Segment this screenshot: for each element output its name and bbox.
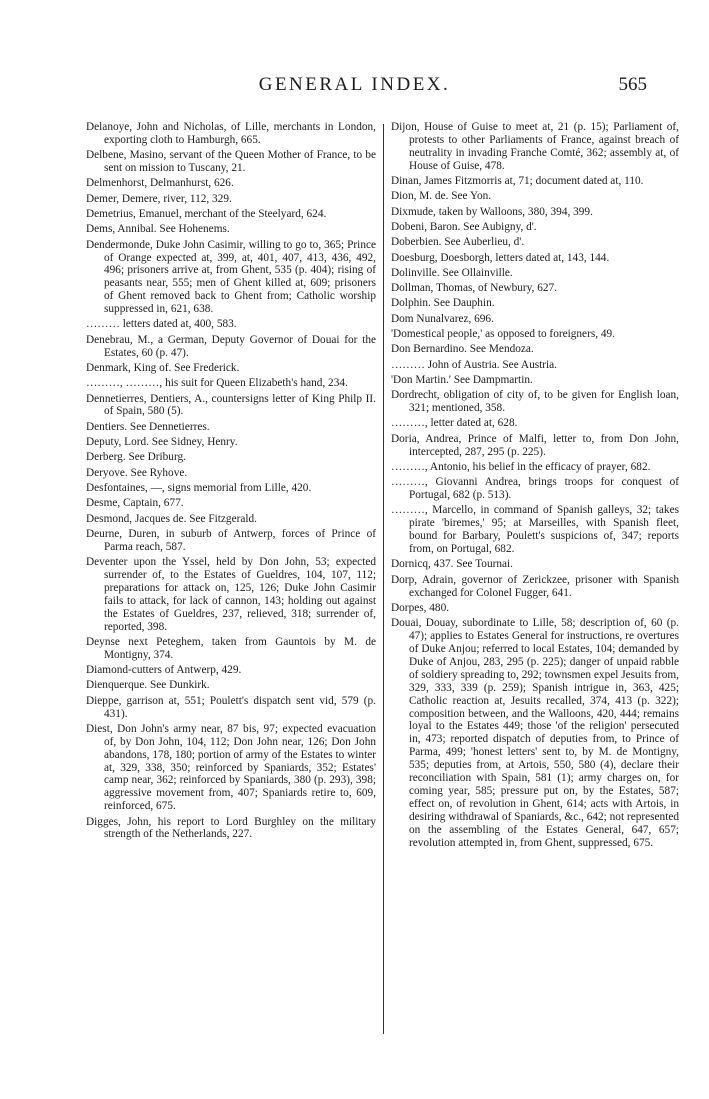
index-entry: Dordrecht, obligation of city of, to be given for English loan, 321; mentioned, 358. [391,389,679,415]
index-column-left [86,121,376,844]
index-entry: Diamond-cutters of Antwerp, 429. [86,664,242,677]
index-entry: Deputy, Lord. See Sidney, Henry. [86,436,238,449]
index-entry: Dieppe, garrison at, 551; Poulett's dispatch sent vid, 579 (p. 431). [86,694,376,720]
index-entry: Dorpes, 480. [391,601,450,614]
index-entry: Dentiers. See Dennetierres. [86,420,210,433]
index-entry: Delanoye, John and Nicholas, of Lille, merchants in London, exporting cloth to Hamburgh, 665. [86,121,376,146]
index-entry: Denebrau, M., a German, Deputy Governor of Douai for the Estates, 60 (p. 47). [86,333,376,359]
index-entry: Deryove. See Ryhove. [86,466,188,479]
index-entry: Doberbien. See Auberlieu, d'. [391,236,525,249]
index-entry: Don Bernardino. See Mendoza. [391,343,534,356]
column-divider [383,124,384,1034]
index-entry: Digges, John, his report to Lord Burghley on the military strength of the Netherlands, 227. [86,815,376,841]
index-entry: Desfontaines, —, signs memorial from Lille, 420. [86,481,312,494]
index-entry: Douai, Douay, subordinate to Lille, 58; description of, 60 (p. 47); applies to Estates General for instructions, re overtures of Duke Anjou; referred to local Estates, 104; demanded by Duke of Anjou, 283, 295 (p. 225); danger of unpaid rabble of soldiery spreading to, 292; townsmen expel Jesuits from, 329, 333, 339 (p. 259); Spanish intrigue in, 363, 425; Catholic reaction at, Jesuits recalled, 374, 413 (p. 322); composition between, and the Walloons, 420, 444; remains loyal to the Estates 449; those 'of the religion' persecuted in, 473; reported dispatch of deputies from, to Prince of Parma, 499; 'honest letters' sent to, by M. de Montigny, 535; deputies from, at Artois, 550, 580 (4), declare their reconciliation with Spain, 581 (1); army charges on, for coming year, 585; pressure put on, by the Estates, 587; effect on, of revolution in Ghent, 614; acts with Artois, in desiring withdrawal of Spaniards, &c., 642; not represented on the assembling of the Estates General, 647, 657; revolution attempted in, from Ghent, suppressed, 675. [391,617,679,849]
index-entry: Dion, M. de. See Yon. [391,190,492,203]
index-entry: ………, Antonio, his belief in the efficacy of prayer, 682. [391,460,651,473]
index-entry: Dobeni, Baron. See Aubigny, d'. [391,220,537,233]
index-entry: Doesburg, Doesborgh, letters dated at, 143, 144. [391,251,610,264]
index-entry: ………, Marcello, in command of Spanish galleys, 32; takes pirate 'biremes,' 95; at Marseilles, with Spanish fleet, bound for Barbary, Poulett's suspicions of, 347; reports from, on Portugal, 682. [391,504,679,556]
index-entry: Dom Nunalvarez, 696. [391,312,494,325]
index-entry: Desme, Captain, 677. [86,497,184,510]
index-entry: Delmenhorst, Delmanhurst, 626. [86,177,234,190]
index-entry: Doria, Andrea, Prince of Malfi, letter to, from Don John, intercepted, 287, 295 (p. 225). [391,432,679,458]
index-entry: Diest, Don John's army near, 87 bis, 97; expected evacuation of, by Don John, 104, 112; Don John near, 126; Don John abandons, 178, 180; portion of army of the Estates to winter at, 329, 338, 350; reinforced by Spaniards, 352; Estates' camp near, 362; reinforced by Spaniards, 380 (p. 293), 398; aggressive movement from, 407; Spaniards retire to, 609, reinforced, 675. [86,722,376,813]
index-column-right [391,121,679,852]
index-entry: Delbene, Masino, servant of the Queen Mother of France, to be sent on mission to Tuscany, 21. [86,149,376,175]
index-entry: Dornicq, 437. See Tournai. [391,558,513,571]
page-number: 565 [618,74,647,95]
index-entry: Dijon, House of Guise to meet at, 21 (p. 15); Parliament of, protests to other Parliaments of France, against breach of neutrality in invading Franche Comté, 362; assembly at, of House of Guise, 478. [391,121,679,172]
index-entry: Dolphin. See Dauphin. [391,297,495,310]
index-entry: ……… letters dated at, 400, 583. [86,318,237,331]
index-entry: Deventer upon the Yssel, held by Don John, 53; expected surrender of, to the Estates of Gueldres, 104, 107, 112; preparations for attack on, 125, 126; Duke John Casimir fails to attack, for lack of cannon, 143; holding out against the Estates of Gueldres, 237, relieved, 318; surrender of, reported, 398. [86,556,376,633]
index-entry: Dennetierres, Dentiers, A., countersigns letter of King Philp II. of Spain, 580 (5). [86,392,376,418]
index-entry: 'Domestical people,' as opposed to foreigners, 49. [391,327,615,340]
index-entry: Desmond, Jacques de. See Fitzgerald. [86,512,257,525]
index-entry: Dendermonde, Duke John Casimir, willing to go to, 365; Prince of Orange expected at, 399, at, 401, 407, 413, 436, 492, 496; prisoners arrive at, from Ghent, 535 (p. 404); rising of peasants near, 555; men of Ghent killed at, 609; prisoners of Ghent removed back to Ghent from; Catholic worship suppressed in, 621, 638. [86,238,376,316]
index-entry: ………, letter dated at, 628. [391,417,518,430]
index-entry: Demer, Demere, river, 112, 329. [86,192,232,205]
index-entry: Dollman, Thomas, of Newbury, 627. [391,282,557,295]
index-entry: Denmark, King of. See Frederick. [86,361,240,374]
index-entry: ………, ………, his suit for Queen Elizabeth's hand, 234. [86,377,348,390]
index-entry: ………, Giovanni Andrea, brings troops for conquest of Portugal, 682 (p. 513). [391,476,679,502]
index-entry: Derberg. See Driburg. [86,451,186,464]
index-entry: Dixmude, taken by Walloons, 380, 394, 399. [391,205,593,218]
index-entry: Deurne, Duren, in suburb of Antwerp, forces of Prince of Parma reach, 587. [86,527,376,553]
index-entry: ……… John of Austria. See Austria. [391,358,557,371]
index-entry: Dienquerque. See Dunkirk. [86,679,210,692]
index-entry: Demetrius, Emanuel, merchant of the Steelyard, 624. [86,208,327,220]
index-entry: Deynse next Peteghem, taken from Gauntois by M. de Montigny, 374. [86,635,376,661]
index-entry: Dolinville. See Ollainville. [391,266,513,279]
page-header [0,74,709,98]
page-title: GENERAL INDEX. [258,74,451,95]
index-entry: Dorp, Adrain, governor of Zerickzee, prisoner with Spanish exchanged for Colonel Fugger, 641. [391,573,679,599]
index-entry: Dems, Annibal. See Hohenems. [86,223,230,236]
index-entry: 'Don Martin.' See Dampmartin. [391,373,533,386]
index-entry: Dinan, James Fitzmorris at, 71; document dated at, 110. [391,175,644,188]
